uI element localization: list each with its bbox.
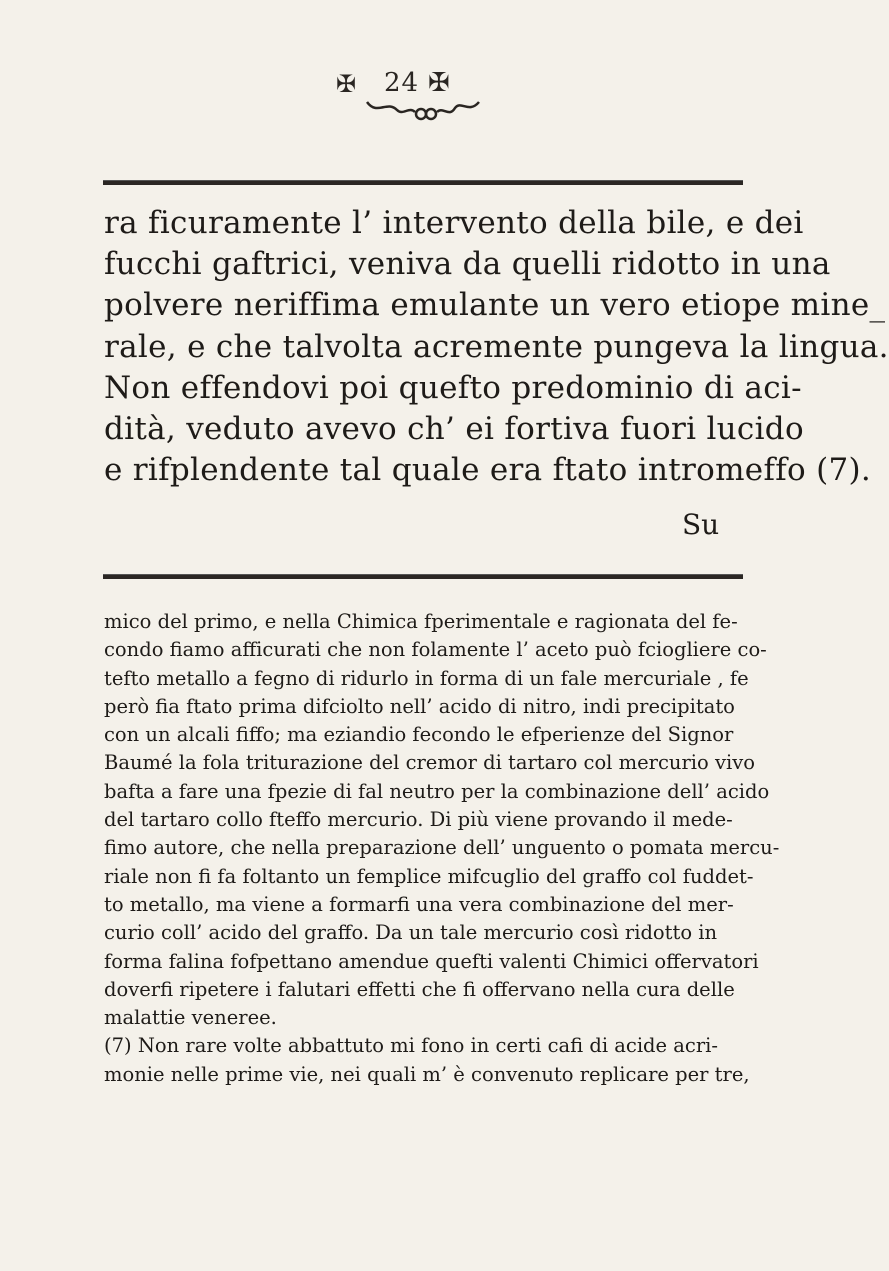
flourish-ornament-icon	[363, 96, 483, 136]
text-line: polvere neriffima emulante un vero etiope mine_	[104, 287, 886, 324]
footnote-line: fimo autore, che nella preparazione dell’ unguento o pomata mercu-	[104, 836, 780, 860]
text-line: e rifplendente tal quale era ftato intromeffo (7).	[104, 452, 872, 489]
footnote-line: (7) Non rare volte abbattuto mi fono in certi cafi di acide acri-	[104, 1034, 718, 1058]
top-rule	[103, 180, 743, 185]
ornament-left-icon: ✠	[336, 70, 357, 98]
text-line: fucchi gaftrici, veniva da quelli ridotto in una	[104, 246, 831, 283]
text-line: ra ficuramente l’ intervento della bile, e dei	[104, 205, 804, 241]
ornament-right-icon: ✠	[428, 68, 450, 98]
footnote-line: Baumé la fola triturazione del cremor di tartaro col mercurio vivo	[104, 751, 755, 775]
footnote-line: riale non fi fa foltanto un femplice mifcuglio del graffo col fuddet-	[104, 864, 754, 888]
footnote-text	[104, 608, 780, 1089]
footnote-line: doverfi ripetere i falutari effetti che fi offervano nella cura delle	[104, 977, 735, 1001]
text-line: dità, veduto avevo ch’ ei fortiva fuori lucido	[104, 410, 804, 447]
footnote-line: però fia ftato prima difciolto nell’ acido di nitro, indi precipitato	[104, 694, 735, 718]
footnote-line: mico del primo, e nella Chimica fperimentale e ragionata del fe-	[104, 610, 738, 633]
footnote-line: condo fiamo afficurati che non folamente l’ aceto può fciogliere co-	[104, 638, 767, 662]
footnote-rule	[103, 574, 743, 579]
page-header	[0, 62, 800, 142]
footnote-line: forma falina fofpettano amendue quefti valenti Chimici offervatori	[104, 949, 759, 973]
footnote-line: con un alcali fiffo; ma eziandio fecondo le efperienze del Signor	[104, 723, 734, 747]
footnote-line: monie nelle prime vie, nei quali m’ è convenuto replicare per tre,	[104, 1062, 750, 1086]
page-number: 24	[384, 68, 420, 98]
footnote-line: malattie veneree.	[104, 1006, 277, 1030]
catchword: Su	[682, 508, 720, 541]
footnote-line: del tartaro collo fteffo mercurio. Di più viene provando il mede-	[104, 808, 733, 832]
main-text	[104, 203, 889, 491]
footnote-line: bafta a fare una fpezie di fal neutro per la combinazione dell’ acido	[104, 779, 770, 803]
footnote-line: curio coll’ acido del graffo. Da un tale mercurio così ridotto in	[104, 921, 718, 945]
text-line: Non effendovi poi quefto predominio di aci-	[104, 369, 802, 406]
footnote-line: tefto metallo a fegno di ridurlo in forma di un fale mercuriale , fe	[104, 666, 749, 690]
text-line: rale, e che talvolta acremente pungeva la lingua.	[104, 328, 889, 365]
footnote-line: to metallo, ma viene a formarfi una vera combinazione del mer-	[104, 892, 734, 916]
